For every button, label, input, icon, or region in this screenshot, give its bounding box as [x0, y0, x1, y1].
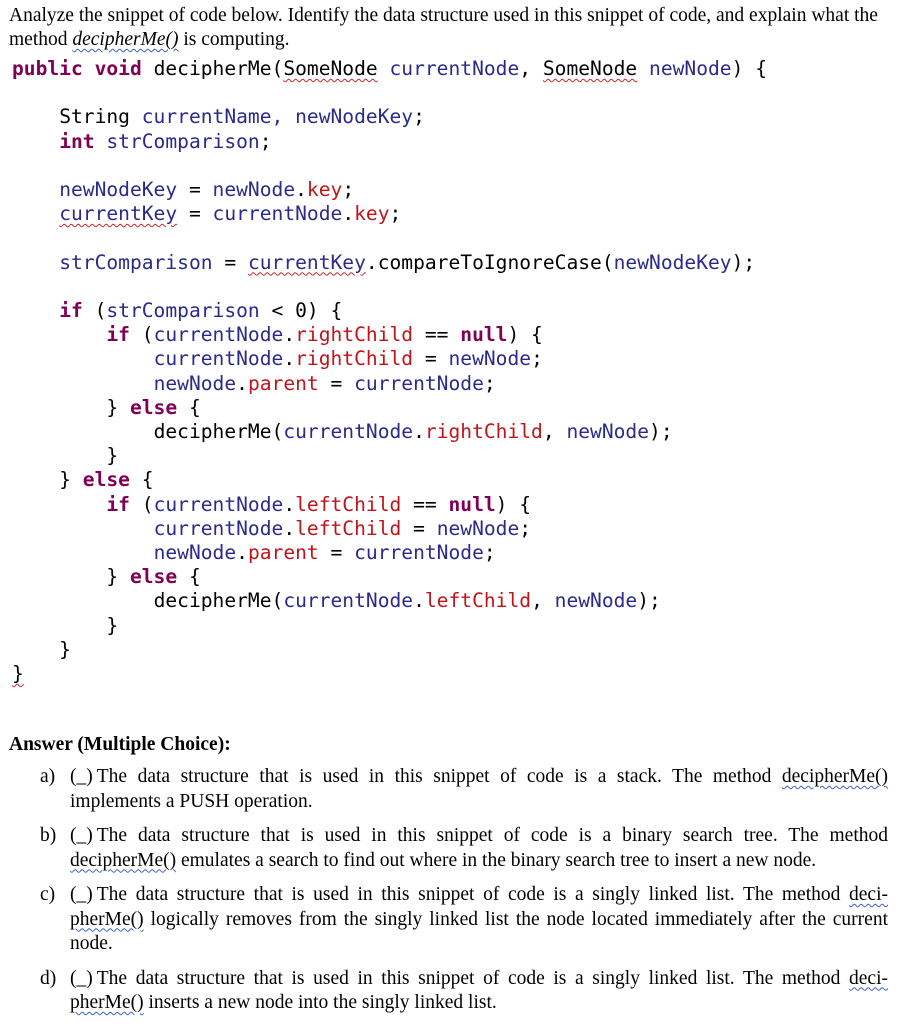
question-text: [9, 4, 893, 52]
option-c: [40, 883, 888, 957]
code-snippet: public void decipherMe(SomeNode currentNode, SomeNode newNode) { String currentName, newNodeKey; int strComparison; newNodeKey = newNode.key; currentKey = currentNode.key; strComparison = currentKey.compareToIgnoreCase(newNodeKey); if (strComparison < 0) { if (currentNode.rightChild == null) { currentNode.rightChild = newNode; newNode.parent = currentNode; } else { decipherMe(currentNode.rightChild, newNode); } } else { if (currentNode.leftChild == null) { currentNode.leftChild = newNode; newNode.parent = currentNode; } else { decipherMe(currentNode.leftChild, newNode); } } }: [12, 57, 767, 686]
question-method-name: decipherMe(): [72, 29, 179, 50]
option-d: [40, 967, 888, 1016]
option-letter: b): [40, 825, 57, 846]
answer-title: Answer (Multiple Choice):: [9, 734, 231, 755]
option-d-radio[interactable]: (_): [70, 967, 93, 989]
question-part2: is computing.: [178, 29, 290, 50]
option-c-radio[interactable]: (_): [70, 884, 93, 905]
option-text: (_) The data structure that is used in this snippet of code is a binary search tree. The method decipherMe() emulates a search to find out where in the binary search tree to insert a new node.: [70, 825, 888, 871]
option-letter: c): [40, 884, 56, 905]
option-text: (_) The data structure that is used in this snippet of code is a stack. The method decipherMe() implements a PUSH operation.: [70, 766, 888, 812]
option-b-radio[interactable]: (_): [70, 825, 93, 846]
option-b: [40, 824, 888, 873]
answer-options: [40, 765, 888, 1026]
option-text: (_) The data structure that is used in this snippet of code is a singly linked list. The method deci-pherMe() logically removes from the singly linked list the node located immediately after the current node.: [70, 884, 888, 954]
option-letter: a): [40, 766, 56, 787]
option-text: (_) The data structure that is used in this snippet of code is a singly linked list. The method deci-pherMe() inserts a new node into the singly linked list.: [70, 967, 888, 1013]
option-letter: d): [40, 967, 57, 989]
option-a-radio[interactable]: (_): [70, 766, 93, 787]
question-part1: Analyze the snippet of code below. Identify the data structure used in this snippet of code, and explain what the method: [9, 5, 878, 50]
option-a: [40, 765, 888, 814]
